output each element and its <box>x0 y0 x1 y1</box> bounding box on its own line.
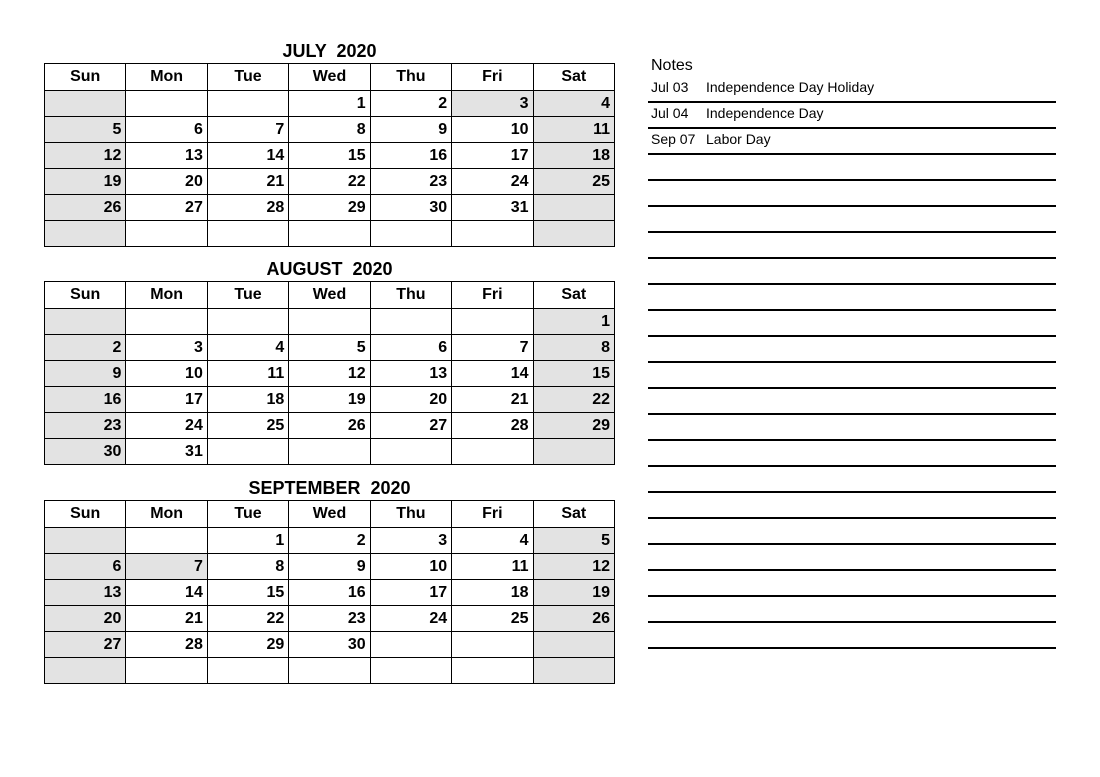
day-cell: 28 <box>126 632 207 658</box>
day-cell: 9 <box>370 117 451 143</box>
day-cell: 21 <box>126 606 207 632</box>
day-cell: 31 <box>126 439 207 465</box>
note-text: Labor Day <box>706 131 771 147</box>
weekday-header: Wed <box>289 501 370 528</box>
weekday-header: Thu <box>370 64 451 91</box>
day-cell: 18 <box>452 580 533 606</box>
weekday-header: Fri <box>452 64 533 91</box>
note-line <box>648 337 1056 363</box>
day-cell: 29 <box>289 195 370 221</box>
weekday-header: Tue <box>207 64 288 91</box>
day-cell <box>126 221 207 247</box>
note-line <box>648 519 1056 545</box>
day-cell: 12 <box>533 554 614 580</box>
day-cell <box>289 439 370 465</box>
day-cell: 28 <box>207 195 288 221</box>
day-cell: 11 <box>207 361 288 387</box>
note-line <box>648 363 1056 389</box>
day-cell <box>452 632 533 658</box>
day-cell <box>533 221 614 247</box>
week-row <box>45 554 615 580</box>
day-cell: 7 <box>126 554 207 580</box>
day-cell: 13 <box>370 361 451 387</box>
day-cell: 25 <box>207 413 288 439</box>
note-line <box>648 77 1056 103</box>
week-row <box>45 580 615 606</box>
weekday-header: Sun <box>45 282 126 309</box>
day-cell: 25 <box>533 169 614 195</box>
day-cell: 19 <box>45 169 126 195</box>
month-table <box>44 63 615 247</box>
day-cell: 15 <box>533 361 614 387</box>
day-cell: 12 <box>45 143 126 169</box>
month-title: JULY 2020 <box>282 41 377 61</box>
day-cell <box>45 658 126 684</box>
note-date: Jul 04 <box>651 105 689 121</box>
note-line <box>648 597 1056 623</box>
week-row <box>45 117 615 143</box>
day-cell <box>452 221 533 247</box>
day-cell: 2 <box>289 528 370 554</box>
day-cell <box>45 91 126 117</box>
day-cell <box>533 632 614 658</box>
day-cell: 14 <box>452 361 533 387</box>
weekday-header: Sun <box>45 501 126 528</box>
notes-panel <box>648 55 1056 649</box>
notes-title: Notes <box>651 57 693 74</box>
week-row <box>45 143 615 169</box>
day-cell: 5 <box>45 117 126 143</box>
month-title: AUGUST 2020 <box>266 259 393 279</box>
day-cell <box>452 309 533 335</box>
note-line <box>648 623 1056 649</box>
day-cell: 30 <box>370 195 451 221</box>
weekday-header: Sat <box>533 282 614 309</box>
note-line <box>648 129 1056 155</box>
day-cell <box>207 91 288 117</box>
day-cell: 23 <box>370 169 451 195</box>
day-cell: 19 <box>289 387 370 413</box>
day-cell: 8 <box>533 335 614 361</box>
day-cell: 16 <box>289 580 370 606</box>
note-date: Jul 03 <box>651 79 689 95</box>
day-cell: 4 <box>207 335 288 361</box>
day-cell: 15 <box>207 580 288 606</box>
day-cell: 2 <box>370 91 451 117</box>
note-line <box>648 285 1056 311</box>
day-cell: 2 <box>45 335 126 361</box>
day-cell: 6 <box>126 117 207 143</box>
note-text: Independence Day Holiday <box>706 79 875 95</box>
day-cell <box>452 439 533 465</box>
day-cell: 28 <box>452 413 533 439</box>
day-cell: 4 <box>452 528 533 554</box>
day-cell: 31 <box>452 195 533 221</box>
day-cell <box>452 658 533 684</box>
day-cell: 27 <box>126 195 207 221</box>
weekday-header: Sun <box>45 64 126 91</box>
day-cell: 20 <box>45 606 126 632</box>
day-cell: 18 <box>533 143 614 169</box>
weekday-header: Sat <box>533 64 614 91</box>
weekday-header: Mon <box>126 64 207 91</box>
day-cell: 5 <box>533 528 614 554</box>
day-cell <box>207 658 288 684</box>
note-line <box>648 571 1056 597</box>
note-line <box>648 389 1056 415</box>
week-row <box>45 387 615 413</box>
day-cell: 26 <box>533 606 614 632</box>
day-cell: 22 <box>207 606 288 632</box>
weekday-header: Fri <box>452 501 533 528</box>
day-cell: 6 <box>45 554 126 580</box>
day-cell: 30 <box>45 439 126 465</box>
day-cell: 10 <box>452 117 533 143</box>
week-row <box>45 528 615 554</box>
day-cell <box>533 439 614 465</box>
weekday-header: Tue <box>207 282 288 309</box>
day-cell <box>370 221 451 247</box>
day-cell: 5 <box>289 335 370 361</box>
day-cell: 1 <box>289 91 370 117</box>
day-cell: 8 <box>207 554 288 580</box>
weekday-header-row <box>45 282 615 309</box>
week-row <box>45 195 615 221</box>
note-line <box>648 207 1056 233</box>
note-line <box>648 441 1056 467</box>
day-cell <box>370 309 451 335</box>
day-cell: 29 <box>207 632 288 658</box>
day-cell: 13 <box>126 143 207 169</box>
day-cell: 3 <box>452 91 533 117</box>
day-cell: 26 <box>289 413 370 439</box>
note-date: Sep 07 <box>651 131 696 147</box>
day-cell: 21 <box>207 169 288 195</box>
week-row <box>45 309 615 335</box>
note-line <box>648 311 1056 337</box>
calendar-july <box>44 39 615 247</box>
day-cell <box>289 658 370 684</box>
day-cell: 20 <box>370 387 451 413</box>
day-cell: 23 <box>289 606 370 632</box>
week-row <box>45 413 615 439</box>
day-cell <box>126 528 207 554</box>
day-cell <box>370 632 451 658</box>
day-cell: 9 <box>289 554 370 580</box>
day-cell: 3 <box>126 335 207 361</box>
weekday-header: Mon <box>126 501 207 528</box>
day-cell: 1 <box>207 528 288 554</box>
day-cell: 7 <box>207 117 288 143</box>
day-cell <box>45 528 126 554</box>
weekday-header: Thu <box>370 501 451 528</box>
day-cell: 13 <box>45 580 126 606</box>
week-row <box>45 361 615 387</box>
day-cell: 17 <box>370 580 451 606</box>
weekday-header: Wed <box>289 64 370 91</box>
weekday-header-row <box>45 501 615 528</box>
day-cell <box>207 221 288 247</box>
day-cell <box>533 195 614 221</box>
day-cell: 10 <box>370 554 451 580</box>
note-line <box>648 467 1056 493</box>
week-row <box>45 658 615 684</box>
note-line <box>648 493 1056 519</box>
day-cell: 16 <box>45 387 126 413</box>
day-cell <box>126 91 207 117</box>
day-cell <box>289 221 370 247</box>
day-cell: 14 <box>207 143 288 169</box>
day-cell: 15 <box>289 143 370 169</box>
day-cell <box>207 439 288 465</box>
day-cell: 21 <box>452 387 533 413</box>
day-cell: 24 <box>126 413 207 439</box>
note-line <box>648 415 1056 441</box>
day-cell: 4 <box>533 91 614 117</box>
day-cell: 22 <box>533 387 614 413</box>
day-cell: 26 <box>45 195 126 221</box>
day-cell: 17 <box>126 387 207 413</box>
day-cell: 6 <box>370 335 451 361</box>
day-cell <box>45 221 126 247</box>
calendar-september <box>44 476 615 684</box>
note-line <box>648 259 1056 285</box>
note-line <box>648 155 1056 181</box>
day-cell: 29 <box>533 413 614 439</box>
day-cell: 8 <box>289 117 370 143</box>
day-cell: 11 <box>452 554 533 580</box>
day-cell: 24 <box>370 606 451 632</box>
day-cell <box>126 658 207 684</box>
week-row <box>45 632 615 658</box>
day-cell: 11 <box>533 117 614 143</box>
day-cell <box>45 309 126 335</box>
weekday-header: Mon <box>126 282 207 309</box>
day-cell: 9 <box>45 361 126 387</box>
day-cell <box>370 658 451 684</box>
week-row <box>45 439 615 465</box>
day-cell <box>207 309 288 335</box>
weekday-header: Thu <box>370 282 451 309</box>
day-cell: 16 <box>370 143 451 169</box>
notes-lines <box>648 77 1056 649</box>
day-cell: 27 <box>370 413 451 439</box>
day-cell: 20 <box>126 169 207 195</box>
week-row <box>45 169 615 195</box>
weekday-header: Tue <box>207 501 288 528</box>
day-cell: 23 <box>45 413 126 439</box>
day-cell: 25 <box>452 606 533 632</box>
day-cell <box>533 658 614 684</box>
note-line <box>648 233 1056 259</box>
week-row <box>45 335 615 361</box>
day-cell: 10 <box>126 361 207 387</box>
week-row <box>45 91 615 117</box>
day-cell: 1 <box>533 309 614 335</box>
month-title: SEPTEMBER 2020 <box>248 478 411 498</box>
day-cell: 3 <box>370 528 451 554</box>
day-cell <box>370 439 451 465</box>
day-cell: 30 <box>289 632 370 658</box>
month-table <box>44 500 615 684</box>
day-cell <box>289 309 370 335</box>
day-cell: 7 <box>452 335 533 361</box>
calendar-august <box>44 257 615 465</box>
day-cell: 12 <box>289 361 370 387</box>
note-line <box>648 181 1056 207</box>
weekday-header: Wed <box>289 282 370 309</box>
weekday-header-row <box>45 64 615 91</box>
day-cell: 17 <box>452 143 533 169</box>
day-cell: 24 <box>452 169 533 195</box>
note-line <box>648 545 1056 571</box>
day-cell: 18 <box>207 387 288 413</box>
week-row <box>45 221 615 247</box>
weekday-header: Fri <box>452 282 533 309</box>
day-cell: 27 <box>45 632 126 658</box>
day-cell: 14 <box>126 580 207 606</box>
note-text: Independence Day <box>706 105 824 121</box>
day-cell: 22 <box>289 169 370 195</box>
day-cell: 19 <box>533 580 614 606</box>
note-line <box>648 103 1056 129</box>
month-table <box>44 281 615 465</box>
week-row <box>45 606 615 632</box>
day-cell <box>126 309 207 335</box>
weekday-header: Sat <box>533 501 614 528</box>
